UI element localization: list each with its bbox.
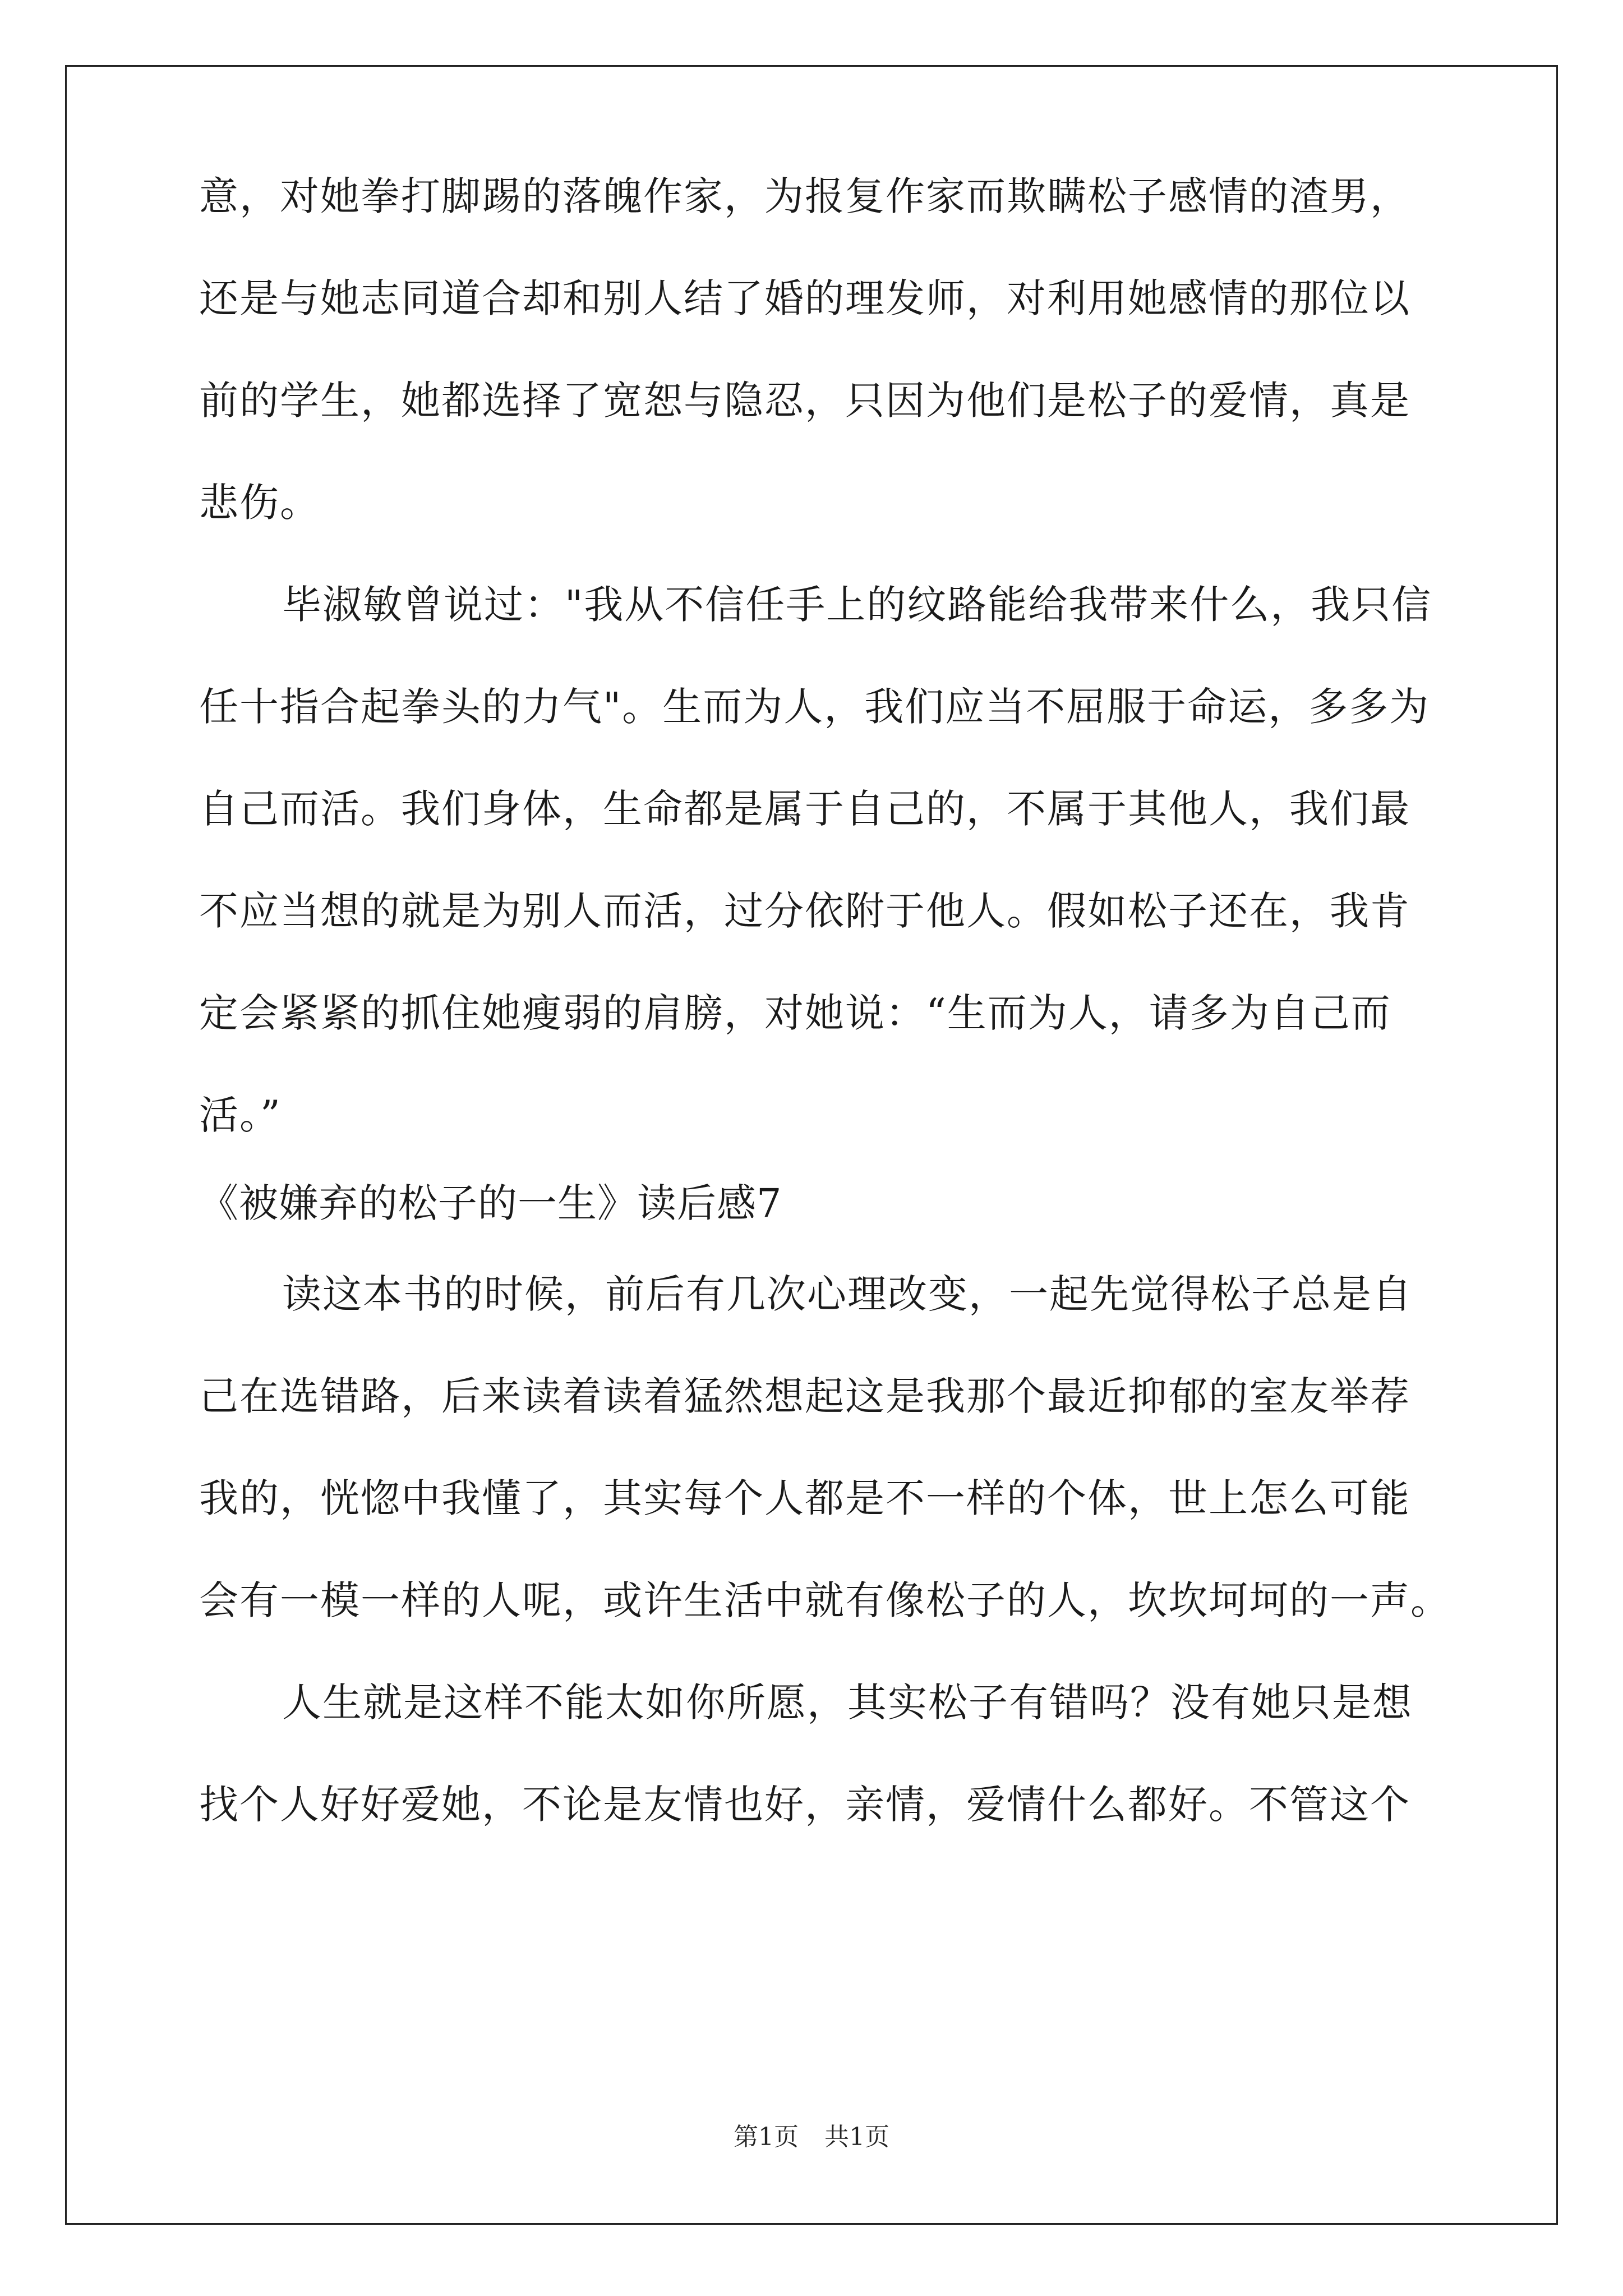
page-total: 共1页: [824, 2123, 889, 2151]
paragraph-start-line: 读这本书的时候，前后有几次心理改变，一起先觉得松子总是自: [282, 1271, 1413, 1317]
text-line: 定会紧紧的抓住她瘦弱的肩膀，对她说：“生而为人，请多为自己而: [199, 990, 1391, 1036]
text-line: 悲伤。: [199, 480, 320, 526]
paragraph-start-line: 毕淑敏曾说过："我从不信任手上的纹路能给我带来什么，我只信: [282, 582, 1432, 628]
page-number: 第1页: [734, 2123, 799, 2151]
text-line: 任十指合起拳头的力气"。生而为人，我们应当不屈服于命运，多多为: [199, 684, 1430, 730]
text-line: 自己而活。我们身体，生命都是属于自己的，不属于其他人，我们最: [199, 786, 1410, 832]
text-line: 不应当想的就是为别人而活，过分依附于他人。假如松子还在，我肯: [199, 888, 1410, 934]
text-line: 我的，恍惚中我懂了，其实每个人都是不一样的个体，世上怎么可能: [199, 1475, 1410, 1521]
text-line: 己在选错路，后来读着读着猛然想起这是我那个最近抑郁的室友举荐: [199, 1373, 1410, 1419]
paragraph-start-line: 人生就是这样不能太如你所愿，其实松子有错吗？没有她只是想: [282, 1680, 1413, 1726]
text-line: 还是与她志同道合却和别人结了婚的理发师，对利用她感情的那位以: [199, 275, 1410, 321]
text-line: 找个人好好爱她，不论是友情也好，亲情，爱情什么都好。不管这个: [199, 1782, 1410, 1828]
text-line: 活。”: [199, 1092, 282, 1138]
section-heading: 《被嫌弃的松子的一生》读后感7: [199, 1180, 782, 1226]
text-line: 会有一模一样的人呢，或许生活中就有像松子的人，坎坎坷坷的一声。: [199, 1577, 1451, 1623]
page-footer: [0, 2120, 1623, 2154]
text-line: 前的学生，她都选择了宽恕与隐忍，只因为他们是松子的爱情，真是: [199, 378, 1410, 424]
text-line: 意，对她拳打脚踢的落魄作家，为报复作家而欺瞒松子感情的渣男，: [199, 173, 1410, 219]
